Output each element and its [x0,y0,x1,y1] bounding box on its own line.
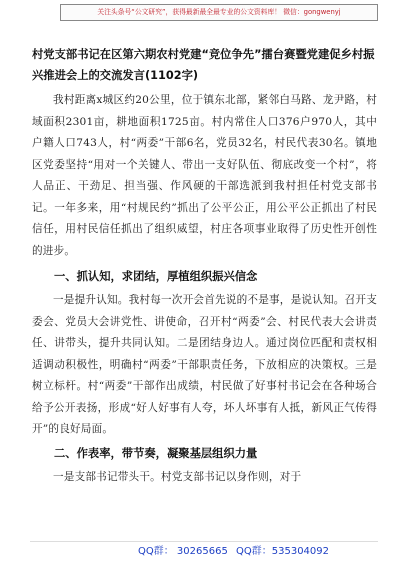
section-heading-2: 二、作表率，带节奏，凝聚基层组织力量 [54,446,258,460]
footer-qq-group-2: QQ群：535304092 [236,546,330,557]
section-1-paragraph: 一是提升认知。我村每一次开会首先说的不是事，是说认知。召开支委会、党员大会讲党性、讲使命，召开村“两委”会、村民代表大会讲责任、讲带头，提升共同认知。二是团结身边人。通过岗位匹配和责权相适调动积极性，明确村“两委”干部职责任务，下放相应的决策权。三是树立标杆。村“两委”干部作出成绩，村民做了好事村书记会在各种场合给予公开表扬，形成“好人好事有人夸，坏人坏事有人抵，新风正气传得开”的良好局面。 [32,294,377,435]
section-heading-1: 一、抓认知，求团结，厚植组织振兴信念 [54,270,258,283]
footer-divider [30,541,378,542]
document-title: 村党支部书记在区第六期农村党建“竞位争先”擂台赛暨党建促乡村振兴推进会上的交流发言(1102字) [32,48,375,82]
promo-banner [60,4,378,21]
document-page [32,44,377,488]
promo-banner-text: 关注头条号“公文研究”，获得最新最全最专业的公文资料库！ 微信：gongwenyj [97,8,341,16]
footer [0,545,408,559]
body-paragraph: 我村距离x城区约20公里，位于镇东北部，紧邻白马路、龙尹路，村域面积2301亩，耕地面积1725亩。村内常住人口376户970人，其中户籍人口743人，村“两委”干部6名，党员32名，村民代表30名。镇地区党委坚持“用对一个关键人、带出一支好队伍、彻底改变一个村”，将人品正、干劲足、担当强、作风硬的干部选派到我村担任村党支部书记。一年多来，用“村规民约”抓出了公平公正，用公平公正抓出了村民信任，用村民信任抓出了组织威望，村庄各项事业取得了历史性开创性的进步。 [32,94,377,257]
section-2-paragraph: 一是支部书记带头干。村党支部书记以身作则，对于 [53,470,302,483]
footer-qq-group-1: QQ群： 30265665 [138,546,228,557]
